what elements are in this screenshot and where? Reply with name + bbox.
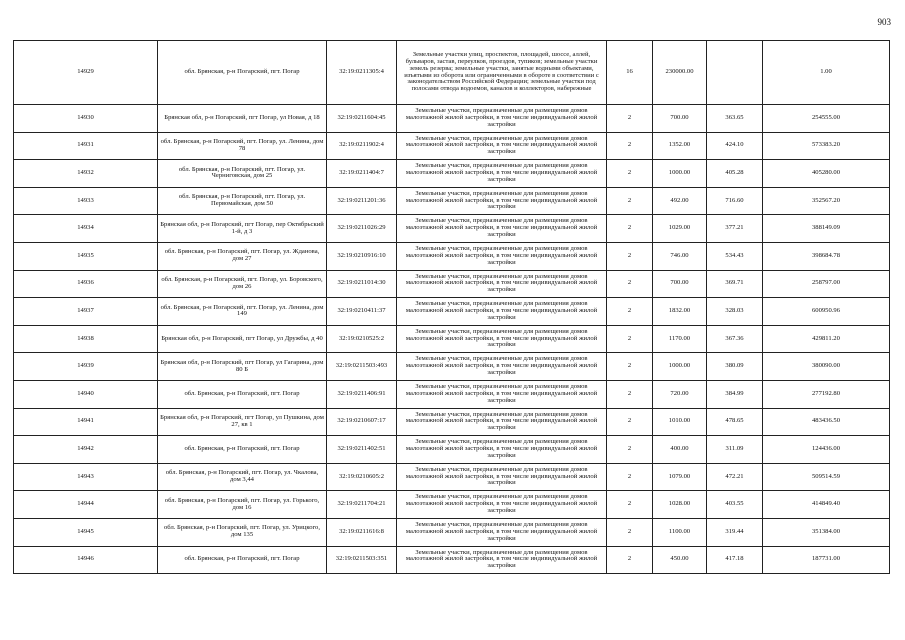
table-row <box>14 380 890 408</box>
cadastral-number-cell: 32:19:0211503:493 <box>327 353 397 381</box>
group-number-cell: 2 <box>607 546 653 574</box>
specific-value-cell: 405.28 <box>707 160 763 188</box>
land-use-cell: Земельные участки, предназначенные для размещения домов малоэтажной жилой застройки, в том числе индивидуальной жилой застройки <box>397 380 607 408</box>
group-number-cell: 2 <box>607 380 653 408</box>
address-cell: обл. Брянская, р-н Погарский, пгт. Погар, ул. Чкалова, дом 3,44 <box>158 463 327 491</box>
group-number-cell: 2 <box>607 491 653 519</box>
cadastral-value-cell: 258797.00 <box>763 270 890 298</box>
table-row <box>14 242 890 270</box>
cadastral-number-cell: 32:19:0211026:29 <box>327 215 397 243</box>
land-use-cell: Земельные участки, предназначенные для размещения домов малоэтажной жилой застройки, в том числе индивидуальной жилой застройки <box>397 436 607 464</box>
area-cell: 746.00 <box>653 242 707 270</box>
cadastral-value-cell: 254555.00 <box>763 105 890 133</box>
cadastral-value-table <box>13 40 890 574</box>
area-cell: 700.00 <box>653 270 707 298</box>
table-row <box>14 105 890 133</box>
table-row <box>14 325 890 353</box>
group-number-cell: 16 <box>607 41 653 105</box>
specific-value-cell: 380.09 <box>707 353 763 381</box>
area-cell: 400.00 <box>653 436 707 464</box>
cadastral-number-cell: 32:19:0210525:2 <box>327 325 397 353</box>
land-use-cell: Земельные участки, предназначенные для размещения домов малоэтажной жилой застройки, в том числе индивидуальной жилой застройки <box>397 325 607 353</box>
cadastral-value-cell: 600950.96 <box>763 298 890 326</box>
address-cell: обл. Брянская, р-н Погарский, пгт. Погар, ул. Урицкого, дом 135 <box>158 518 327 546</box>
cadastral-value-cell: 124436.00 <box>763 436 890 464</box>
address-cell: обл. Брянская, р-н Погарский, пгт. Погар, ул. Черниговская, дом 25 <box>158 160 327 188</box>
object-id-cell: 14936 <box>14 270 158 298</box>
object-id-cell: 14940 <box>14 380 158 408</box>
address-cell: обл. Брянская, р-н Погарский, пгт. Погар, ул. Ленина, дом 78 <box>158 132 327 160</box>
cadastral-value-cell: 398684.78 <box>763 242 890 270</box>
address-cell: обл. Брянская, р-н Погарский, пгт. Погар, ул. Жданова, дом 27 <box>158 242 327 270</box>
table-row <box>14 270 890 298</box>
group-number-cell: 2 <box>607 160 653 188</box>
land-use-cell: Земельные участки, предназначенные для размещения домов малоэтажной жилой застройки, в том числе индивидуальной жилой застройки <box>397 546 607 574</box>
cadastral-number-cell: 32:19:0210607:17 <box>327 408 397 436</box>
area-cell: 1028.00 <box>653 491 707 519</box>
table-row <box>14 518 890 546</box>
land-use-cell: Земельные участки, предназначенные для размещения домов малоэтажной жилой застройки, в том числе индивидуальной жилой застройки <box>397 160 607 188</box>
cadastral-number-cell: 32:19:0211014:30 <box>327 270 397 298</box>
object-id-cell: 14937 <box>14 298 158 326</box>
specific-value-cell <box>707 41 763 105</box>
table-row <box>14 408 890 436</box>
land-use-cell: Земельные участки, предназначенные для размещения домов малоэтажной жилой застройки, в том числе индивидуальной жилой застройки <box>397 491 607 519</box>
cadastral-number-cell: 32:19:0211604:45 <box>327 105 397 133</box>
group-number-cell: 2 <box>607 187 653 215</box>
cadastral-value-cell: 1.00 <box>763 41 890 105</box>
cadastral-value-cell: 429811.20 <box>763 325 890 353</box>
cadastral-value-cell: 483436.50 <box>763 408 890 436</box>
table-row <box>14 298 890 326</box>
table-row <box>14 132 890 160</box>
cadastral-number-cell: 32:19:0210916:10 <box>327 242 397 270</box>
land-use-cell: Земельные участки, предназначенные для размещения домов малоэтажной жилой застройки, в том числе индивидуальной жилой застройки <box>397 242 607 270</box>
specific-value-cell: 319.44 <box>707 518 763 546</box>
table-row <box>14 215 890 243</box>
address-cell: обл. Брянская, р-н Погарский, пгт. Погар <box>158 546 327 574</box>
cadastral-number-cell: 32:19:0211704:21 <box>327 491 397 519</box>
object-id-cell: 14944 <box>14 491 158 519</box>
page-number: 903 <box>877 17 891 27</box>
cadastral-value-cell: 277192.80 <box>763 380 890 408</box>
group-number-cell: 2 <box>607 408 653 436</box>
object-id-cell: 14945 <box>14 518 158 546</box>
specific-value-cell: 384.99 <box>707 380 763 408</box>
cadastral-value-cell: 352567.20 <box>763 187 890 215</box>
specific-value-cell: 417.18 <box>707 546 763 574</box>
land-use-cell: Земельные участки, предназначенные для размещения домов малоэтажной жилой застройки, в том числе индивидуальной жилой застройки <box>397 270 607 298</box>
area-cell: 1079.00 <box>653 463 707 491</box>
address-cell: обл. Брянская, р-н Погарский, пгт. Погар <box>158 41 327 105</box>
table-row <box>14 436 890 464</box>
cadastral-value-cell: 573383.20 <box>763 132 890 160</box>
cadastral-number-cell: 32:19:0211503:351 <box>327 546 397 574</box>
land-use-cell: Земельные участки, предназначенные для размещения домов малоэтажной жилой застройки, в том числе индивидуальной жилой застройки <box>397 298 607 326</box>
specific-value-cell: 424.10 <box>707 132 763 160</box>
group-number-cell: 2 <box>607 270 653 298</box>
object-id-cell: 14942 <box>14 436 158 464</box>
area-cell: 700.00 <box>653 105 707 133</box>
cadastral-value-cell: 388149.09 <box>763 215 890 243</box>
cadastral-number-cell: 32:19:0211902:4 <box>327 132 397 160</box>
object-id-cell: 14943 <box>14 463 158 491</box>
object-id-cell: 14931 <box>14 132 158 160</box>
group-number-cell: 2 <box>607 463 653 491</box>
land-use-cell: Земельные участки, предназначенные для размещения домов малоэтажной жилой застройки, в том числе индивидуальной жилой застройки <box>397 408 607 436</box>
area-cell: 1352.00 <box>653 132 707 160</box>
group-number-cell: 2 <box>607 132 653 160</box>
cadastral-value-cell: 509514.59 <box>763 463 890 491</box>
cadastral-number-cell: 32:19:0211616:8 <box>327 518 397 546</box>
table-row <box>14 160 890 188</box>
specific-value-cell: 367.36 <box>707 325 763 353</box>
land-use-cell: Земельные участки, предназначенные для размещения домов малоэтажной жилой застройки, в том числе индивидуальной жилой застройки <box>397 105 607 133</box>
specific-value-cell: 328.03 <box>707 298 763 326</box>
cadastral-value-cell: 380090.00 <box>763 353 890 381</box>
object-id-cell: 14933 <box>14 187 158 215</box>
specific-value-cell: 534.43 <box>707 242 763 270</box>
cadastral-number-cell: 32:19:0211406:91 <box>327 380 397 408</box>
cadastral-number-cell: 32:19:0211305:4 <box>327 41 397 105</box>
area-cell: 1010.00 <box>653 408 707 436</box>
cadastral-number-cell: 32:19:0210411:37 <box>327 298 397 326</box>
address-cell: обл. Брянская, р-н Погарский, пгт. Погар <box>158 436 327 464</box>
land-use-cell: Земельные участки, предназначенные для размещения домов малоэтажной жилой застройки, в том числе индивидуальной жилой застройки <box>397 353 607 381</box>
land-use-cell: Земельные участки, предназначенные для размещения домов малоэтажной жилой застройки, в том числе индивидуальной жилой застройки <box>397 215 607 243</box>
object-id-cell: 14946 <box>14 546 158 574</box>
address-cell: Брянская обл, р-н Погарский, пгт Погар, ул Дружбы, д 40 <box>158 325 327 353</box>
cadastral-number-cell: 32:19:0210605:2 <box>327 463 397 491</box>
object-id-cell: 14941 <box>14 408 158 436</box>
table-row <box>14 41 890 105</box>
land-use-cell: Земельные участки, предназначенные для размещения домов малоэтажной жилой застройки, в том числе индивидуальной жилой застройки <box>397 463 607 491</box>
group-number-cell: 2 <box>607 105 653 133</box>
cadastral-value-cell: 405280.00 <box>763 160 890 188</box>
area-cell: 1000.00 <box>653 353 707 381</box>
address-cell: обл. Брянская, р-н Погарский, пгт. Погар, ул. Ленина, дом 149 <box>158 298 327 326</box>
specific-value-cell: 472.21 <box>707 463 763 491</box>
table-row <box>14 463 890 491</box>
table-row <box>14 491 890 519</box>
area-cell: 1832.00 <box>653 298 707 326</box>
land-use-cell: Земельные участки улиц, проспектов, площадей, шоссе, аллей, бульваров, застав, переулков, проездов, тупиков; земельные участки земель резерва; земельные участки, занятые водными объектами, изъятыми из оборота или ограниченными в обороте в соответствии с законодательством Российской Федерации; земельные участки под полосами отвода водоемов, каналов и коллекторов, набережные <box>397 41 607 105</box>
cadastral-number-cell: 32:19:0211402:51 <box>327 436 397 464</box>
area-cell: 230000.00 <box>653 41 707 105</box>
cadastral-number-cell: 32:19:0211201:36 <box>327 187 397 215</box>
group-number-cell: 2 <box>607 215 653 243</box>
address-cell: Брянская обл, р-н Погарский, пгт Погар, пер Октябрьский 1-й, д 3 <box>158 215 327 243</box>
group-number-cell: 2 <box>607 518 653 546</box>
area-cell: 450.00 <box>653 546 707 574</box>
address-cell: обл. Брянская, р-н Погарский, пгт. Погар <box>158 380 327 408</box>
cadastral-number-cell: 32:19:0211404:7 <box>327 160 397 188</box>
address-cell: Брянская обл, р-н Погарский, пгт Погар, ул Новая, д 18 <box>158 105 327 133</box>
object-id-cell: 14938 <box>14 325 158 353</box>
table-row <box>14 353 890 381</box>
cadastral-value-cell: 414849.40 <box>763 491 890 519</box>
area-cell: 492.00 <box>653 187 707 215</box>
cadastral-value-cell: 187731.00 <box>763 546 890 574</box>
address-cell: обл. Брянская, р-н Погарский, пгт. Погар, ул. Первомайская, дом 50 <box>158 187 327 215</box>
land-use-cell: Земельные участки, предназначенные для размещения домов малоэтажной жилой застройки, в том числе индивидуальной жилой застройки <box>397 518 607 546</box>
area-cell: 1000.00 <box>653 160 707 188</box>
object-id-cell: 14934 <box>14 215 158 243</box>
group-number-cell: 2 <box>607 325 653 353</box>
group-number-cell: 2 <box>607 242 653 270</box>
object-id-cell: 14929 <box>14 41 158 105</box>
specific-value-cell: 311.09 <box>707 436 763 464</box>
address-cell: Брянская обл, р-н Погарский, пгт Погар, ул Пушкина, дом 27, кв 1 <box>158 408 327 436</box>
land-use-cell: Земельные участки, предназначенные для размещения домов малоэтажной жилой застройки, в том числе индивидуальной жилой застройки <box>397 132 607 160</box>
specific-value-cell: 716.60 <box>707 187 763 215</box>
group-number-cell: 2 <box>607 353 653 381</box>
specific-value-cell: 478.65 <box>707 408 763 436</box>
area-cell: 720.00 <box>653 380 707 408</box>
address-cell: обл. Брянская, р-н Погарский, пгт. Погар, ул. Горького, дом 16 <box>158 491 327 519</box>
area-cell: 1100.00 <box>653 518 707 546</box>
cadastral-value-cell: 351384.00 <box>763 518 890 546</box>
specific-value-cell: 369.71 <box>707 270 763 298</box>
object-id-cell: 14930 <box>14 105 158 133</box>
group-number-cell: 2 <box>607 436 653 464</box>
table-row <box>14 546 890 574</box>
object-id-cell: 14939 <box>14 353 158 381</box>
address-cell: обл. Брянская, р-н Погарский, пгт. Погар, ул. Боровского, дом 26 <box>158 270 327 298</box>
specific-value-cell: 377.21 <box>707 215 763 243</box>
group-number-cell: 2 <box>607 298 653 326</box>
object-id-cell: 14932 <box>14 160 158 188</box>
object-id-cell: 14935 <box>14 242 158 270</box>
table-row <box>14 187 890 215</box>
area-cell: 1029.00 <box>653 215 707 243</box>
table-body <box>14 41 890 574</box>
specific-value-cell: 403.55 <box>707 491 763 519</box>
specific-value-cell: 363.65 <box>707 105 763 133</box>
land-use-cell: Земельные участки, предназначенные для размещения домов малоэтажной жилой застройки, в том числе индивидуальной жилой застройки <box>397 187 607 215</box>
address-cell: Брянская обл, р-н Погарский, пгт Погар, ул Гагарина, дом 80 Б <box>158 353 327 381</box>
area-cell: 1170.00 <box>653 325 707 353</box>
